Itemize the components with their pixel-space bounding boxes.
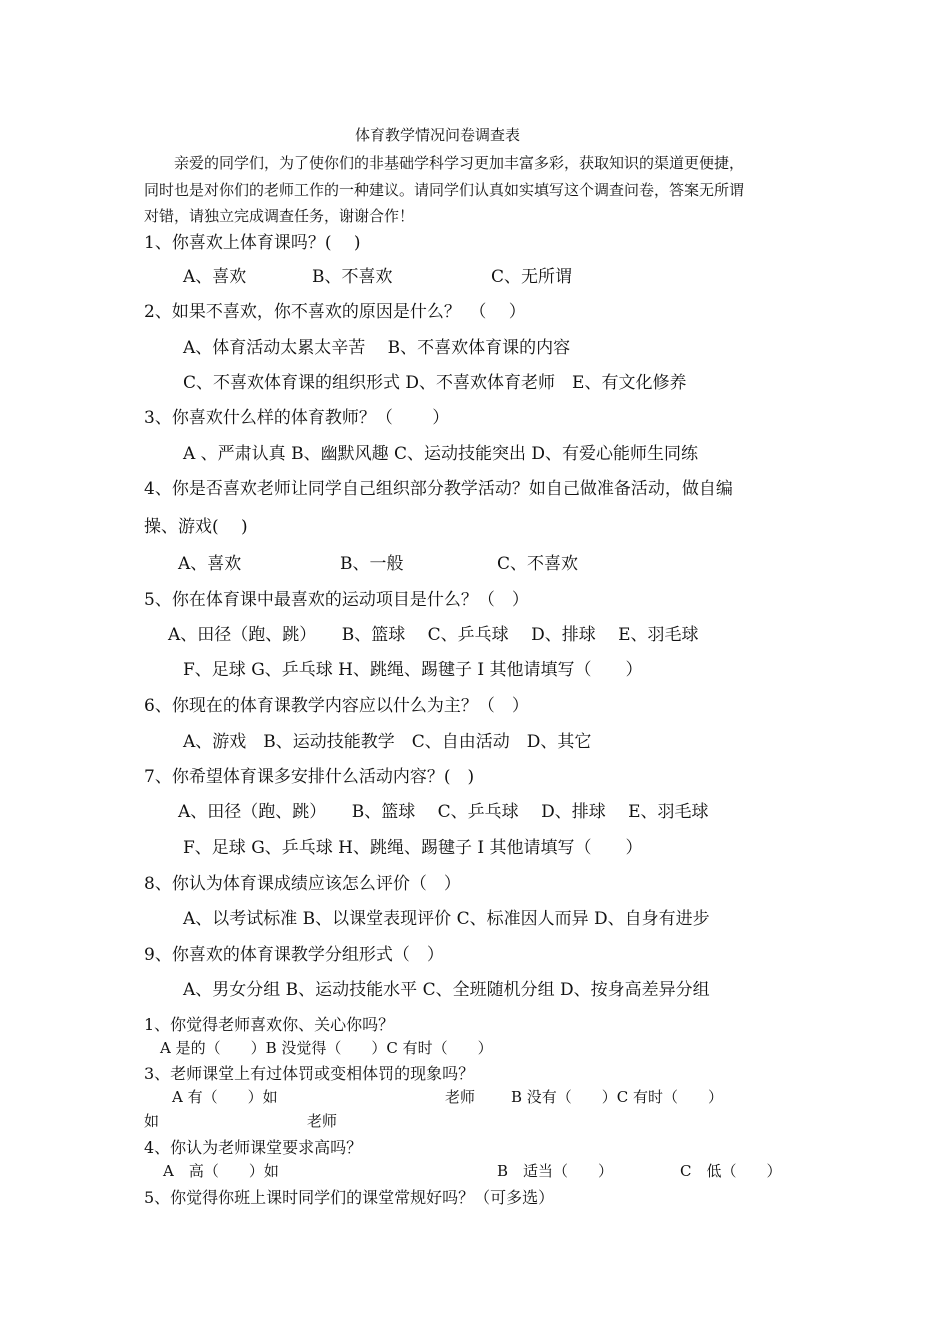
s3-option-b-c: B 没有（ ）C 有时（ ） [511, 1088, 724, 1106]
section2-question-3: 3、老师课堂上有过体罚或变相体罚的现象吗？ [144, 1064, 475, 1083]
q4-option-a: A、喜欢 [178, 554, 242, 574]
q3-options: A 、严肃认真 B、幽默风趣 C、运动技能突出 D、有爱心能师生同练 [183, 444, 699, 464]
question-4-line-1: 4、你是否喜欢老师让同学自己组织部分教学活动？如自己做准备活动，做自编 [144, 479, 733, 499]
intro-line-3: 对错，请独立完成调查任务，谢谢合作！ [144, 207, 415, 225]
s3-teacher-label-2: 老师 [307, 1112, 338, 1130]
section2-question-4: 4、你认为老师课堂要求高吗？ [144, 1138, 363, 1157]
q5-options-line-1: A、田径（跑、跳） B、篮球 C、乒乓球 D、排球 E、羽毛球 [168, 625, 699, 645]
s3-ru-label: 如 [144, 1112, 160, 1130]
q1-option-a: A、喜欢 [183, 267, 247, 287]
q8-options: A、以考试标准 B、以课堂表现评价 C、标准因人而异 D、自身有进步 [183, 909, 710, 929]
q1-option-b: B、不喜欢 [312, 267, 393, 287]
section2-question-1: 1、你觉得老师喜欢你、关心你吗？ [144, 1015, 395, 1034]
section2-question-5: 5、你觉得你班上课时同学们的课堂常规好吗？（可多选） [144, 1188, 555, 1207]
question-8: 8、你认为体育课成绩应该怎么评价（ ） [144, 874, 461, 894]
question-7: 7、你希望体育课多安排什么活动内容？( ) [144, 767, 475, 787]
q9-options: A、男女分组 B、运动技能水平 C、全班随机分组 D、按身高差异分组 [183, 980, 710, 1000]
q4-option-c: C、不喜欢 [497, 554, 579, 574]
question-2: 2、如果不喜欢，你不喜欢的原因是什么？ （ ） [144, 302, 526, 322]
q2-options-line-1: A、体育活动太累太辛苦 B、不喜欢体育课的内容 [183, 338, 571, 358]
question-3: 3、你喜欢什么样的体育教师？（ ） [144, 408, 450, 428]
q1-option-c: C、无所谓 [491, 267, 573, 287]
question-1: 1、你喜欢上体育课吗？( ) [144, 233, 361, 253]
page-title: 体育教学情况问卷调查表 [355, 126, 521, 144]
question-5: 5、你在体育课中最喜欢的运动项目是什么？（ ） [144, 590, 529, 610]
q7-options-line-2: F、足球 G、乒乓球 H、跳绳、踢毽子 I 其他请填写（ ） [183, 838, 643, 858]
q7-options-line-1: A、田径（跑、跳） B、篮球 C、乒乓球 D、排球 E、羽毛球 [178, 802, 709, 822]
q4-option-b: B、一般 [340, 554, 404, 574]
question-6: 6、你现在的体育课教学内容应以什么为主？（ ） [144, 696, 529, 716]
question-9: 9、你喜欢的体育课教学分组形式（ ） [144, 945, 444, 965]
intro-line-1: 亲爱的同学们，为了使你们的非基础学科学习更加丰富多彩，获取知识的渠道更便捷， [144, 154, 745, 172]
s3-option-a: A 有（ ）如 [172, 1088, 278, 1106]
q2-options-line-2: C、不喜欢体育课的组织形式 D、不喜欢体育老师 E、有文化修养 [183, 373, 687, 393]
s4-option-a: A 高（ ）如 [163, 1162, 279, 1180]
q6-options: A、游戏 B、运动技能教学 C、自由活动 D、其它 [183, 732, 592, 752]
s1-options: A 是的（ ）B 没觉得（ ）C 有时（ ） [160, 1039, 493, 1057]
intro-line-2: 同时也是对你们的老师工作的一种建议。请同学们认真如实填写这个调查问卷，答案无所谓 [144, 181, 745, 199]
q5-options-line-2: F、足球 G、乒乓球 H、跳绳、踢毽子 I 其他请填写（ ） [183, 660, 643, 680]
s4-option-c: C 低（ ） [680, 1162, 782, 1180]
question-4-line-2: 操、游戏( ) [144, 517, 248, 537]
s4-option-b: B 适当（ ） [497, 1162, 614, 1180]
s3-teacher-label: 老师 [445, 1088, 476, 1106]
